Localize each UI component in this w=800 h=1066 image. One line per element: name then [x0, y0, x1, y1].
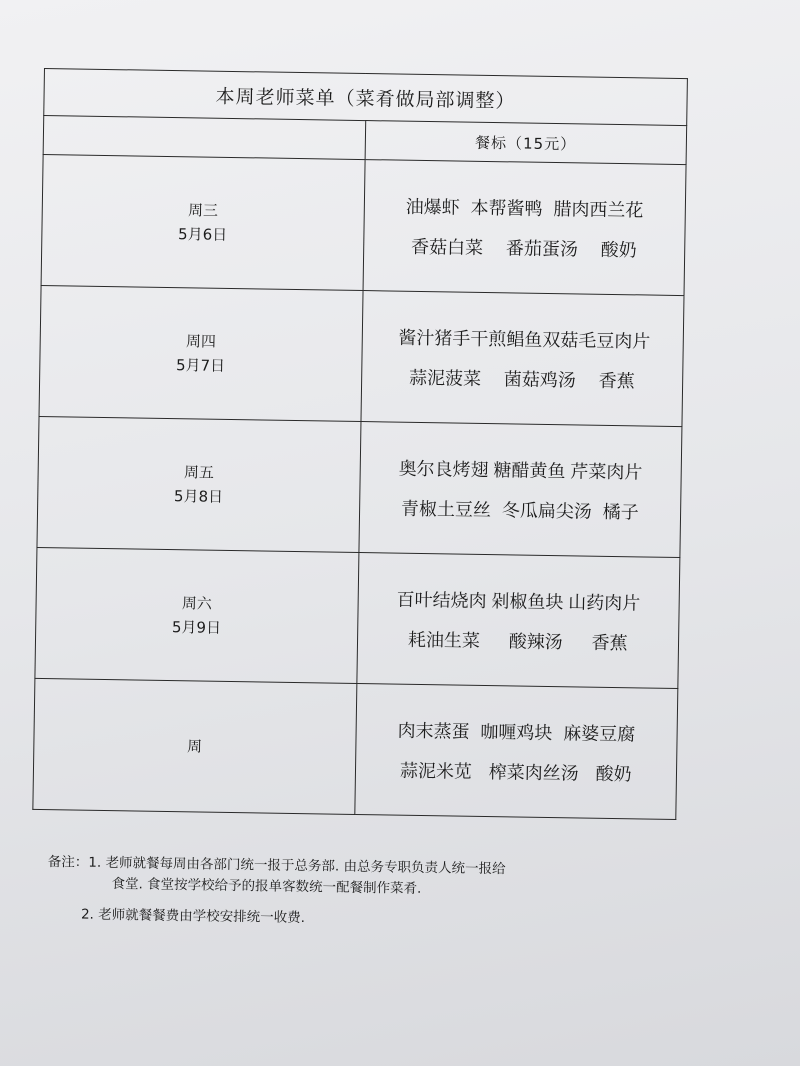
dish-item: 麻婆豆腐 — [563, 723, 636, 746]
day-cell — [41, 154, 365, 290]
dish-item: 蒜泥米苋 — [399, 760, 473, 783]
dish-item: 酸奶 — [595, 763, 632, 786]
dish-line — [362, 323, 683, 354]
dish-item: 榨菜肉丝汤 — [488, 762, 579, 785]
weekday-label: 周六 — [181, 594, 212, 613]
day-row — [35, 547, 680, 688]
dish-item: 香蕉 — [591, 632, 628, 655]
dish-item: 糖醋黄鱼 — [493, 460, 566, 483]
note-line: 2. 老师就餐餐费由学校安排统一收费. — [80, 906, 306, 927]
day-cell — [33, 678, 357, 814]
day-row — [37, 416, 682, 557]
dish-item: 冬瓜扁尖汤 — [501, 500, 592, 523]
dish-line — [355, 756, 676, 787]
day-row — [41, 154, 686, 295]
dish-item: 腊肉西兰花 — [553, 199, 644, 222]
meal-standard-label: 餐标（15元） — [365, 121, 687, 165]
notes-section — [47, 852, 668, 935]
day-row — [39, 285, 684, 426]
dish-line — [359, 494, 680, 525]
day-cell — [37, 416, 361, 552]
dish-item: 耗油生菜 — [407, 629, 481, 652]
dish-item: 青椒土豆丝 — [400, 498, 492, 522]
date-label: 5月8日 — [173, 487, 224, 506]
menu-table — [32, 68, 688, 820]
dish-line — [356, 716, 677, 747]
date-label: 5月6日 — [177, 225, 228, 244]
dish-item: 山药肉片 — [568, 592, 641, 615]
dish-item: 百叶结烧肉 — [396, 589, 487, 613]
dish-item: 酱汁猪手 — [398, 327, 471, 350]
dish-line — [357, 625, 678, 656]
dish-line — [364, 192, 685, 223]
dish-item: 干煎鲳鱼 — [470, 328, 543, 351]
dish-line — [364, 232, 685, 263]
dish-item: 本帮酱鸭 — [470, 197, 543, 220]
weekday-label: 周 — [186, 737, 203, 756]
dishes-cell — [363, 160, 687, 296]
weekday-label: 周四 — [185, 332, 217, 351]
dish-item: 菌菇鸡汤 — [503, 369, 577, 392]
weekday-label: 周三 — [187, 201, 219, 220]
dish-item: 咖喱鸡块 — [480, 721, 553, 745]
day-row — [33, 678, 678, 819]
dishes-cell — [356, 552, 680, 688]
date-label: 5月9日 — [171, 618, 222, 637]
dish-item: 橘子 — [602, 501, 639, 524]
blank-header-cell — [43, 116, 365, 160]
dish-item: 香蕉 — [598, 370, 635, 393]
dish-item: 香菇白菜 — [410, 236, 484, 259]
note-line: 食堂. 食堂按学校给予的报单客数统一配餐制作菜肴. — [111, 876, 422, 897]
dish-item: 酸奶 — [600, 239, 637, 262]
dish-item: 蒜泥菠菜 — [408, 367, 482, 390]
dish-item: 酸辣汤 — [508, 631, 563, 654]
dishes-cell — [354, 683, 678, 819]
dish-line — [358, 585, 679, 616]
note-line: 备注：1. 老师就餐每周由各部门统一报于总务部. 由总务专职负责人统一报给 — [47, 853, 506, 878]
dish-line — [361, 363, 682, 394]
dish-item: 芹菜肉片 — [570, 461, 643, 484]
dish-line — [360, 454, 681, 485]
dish-item: 肉末蒸蛋 — [397, 720, 470, 743]
dish-item: 番茄蛋汤 — [505, 238, 579, 261]
dish-item: 油爆虾 — [405, 196, 460, 219]
menu-title: 本周老师菜单（菜肴做局部调整） — [44, 69, 688, 126]
dish-item: 奥尔良烤翅 — [398, 458, 489, 482]
weekday-label: 周五 — [183, 463, 215, 482]
dishes-cell — [360, 291, 684, 427]
dishes-cell — [358, 422, 682, 558]
day-cell — [39, 285, 363, 421]
dish-item: 双菇毛豆肉片 — [542, 329, 651, 353]
day-cell — [35, 547, 359, 683]
dish-item: 剁椒鱼块 — [491, 591, 564, 614]
date-label: 5月7日 — [175, 356, 226, 375]
